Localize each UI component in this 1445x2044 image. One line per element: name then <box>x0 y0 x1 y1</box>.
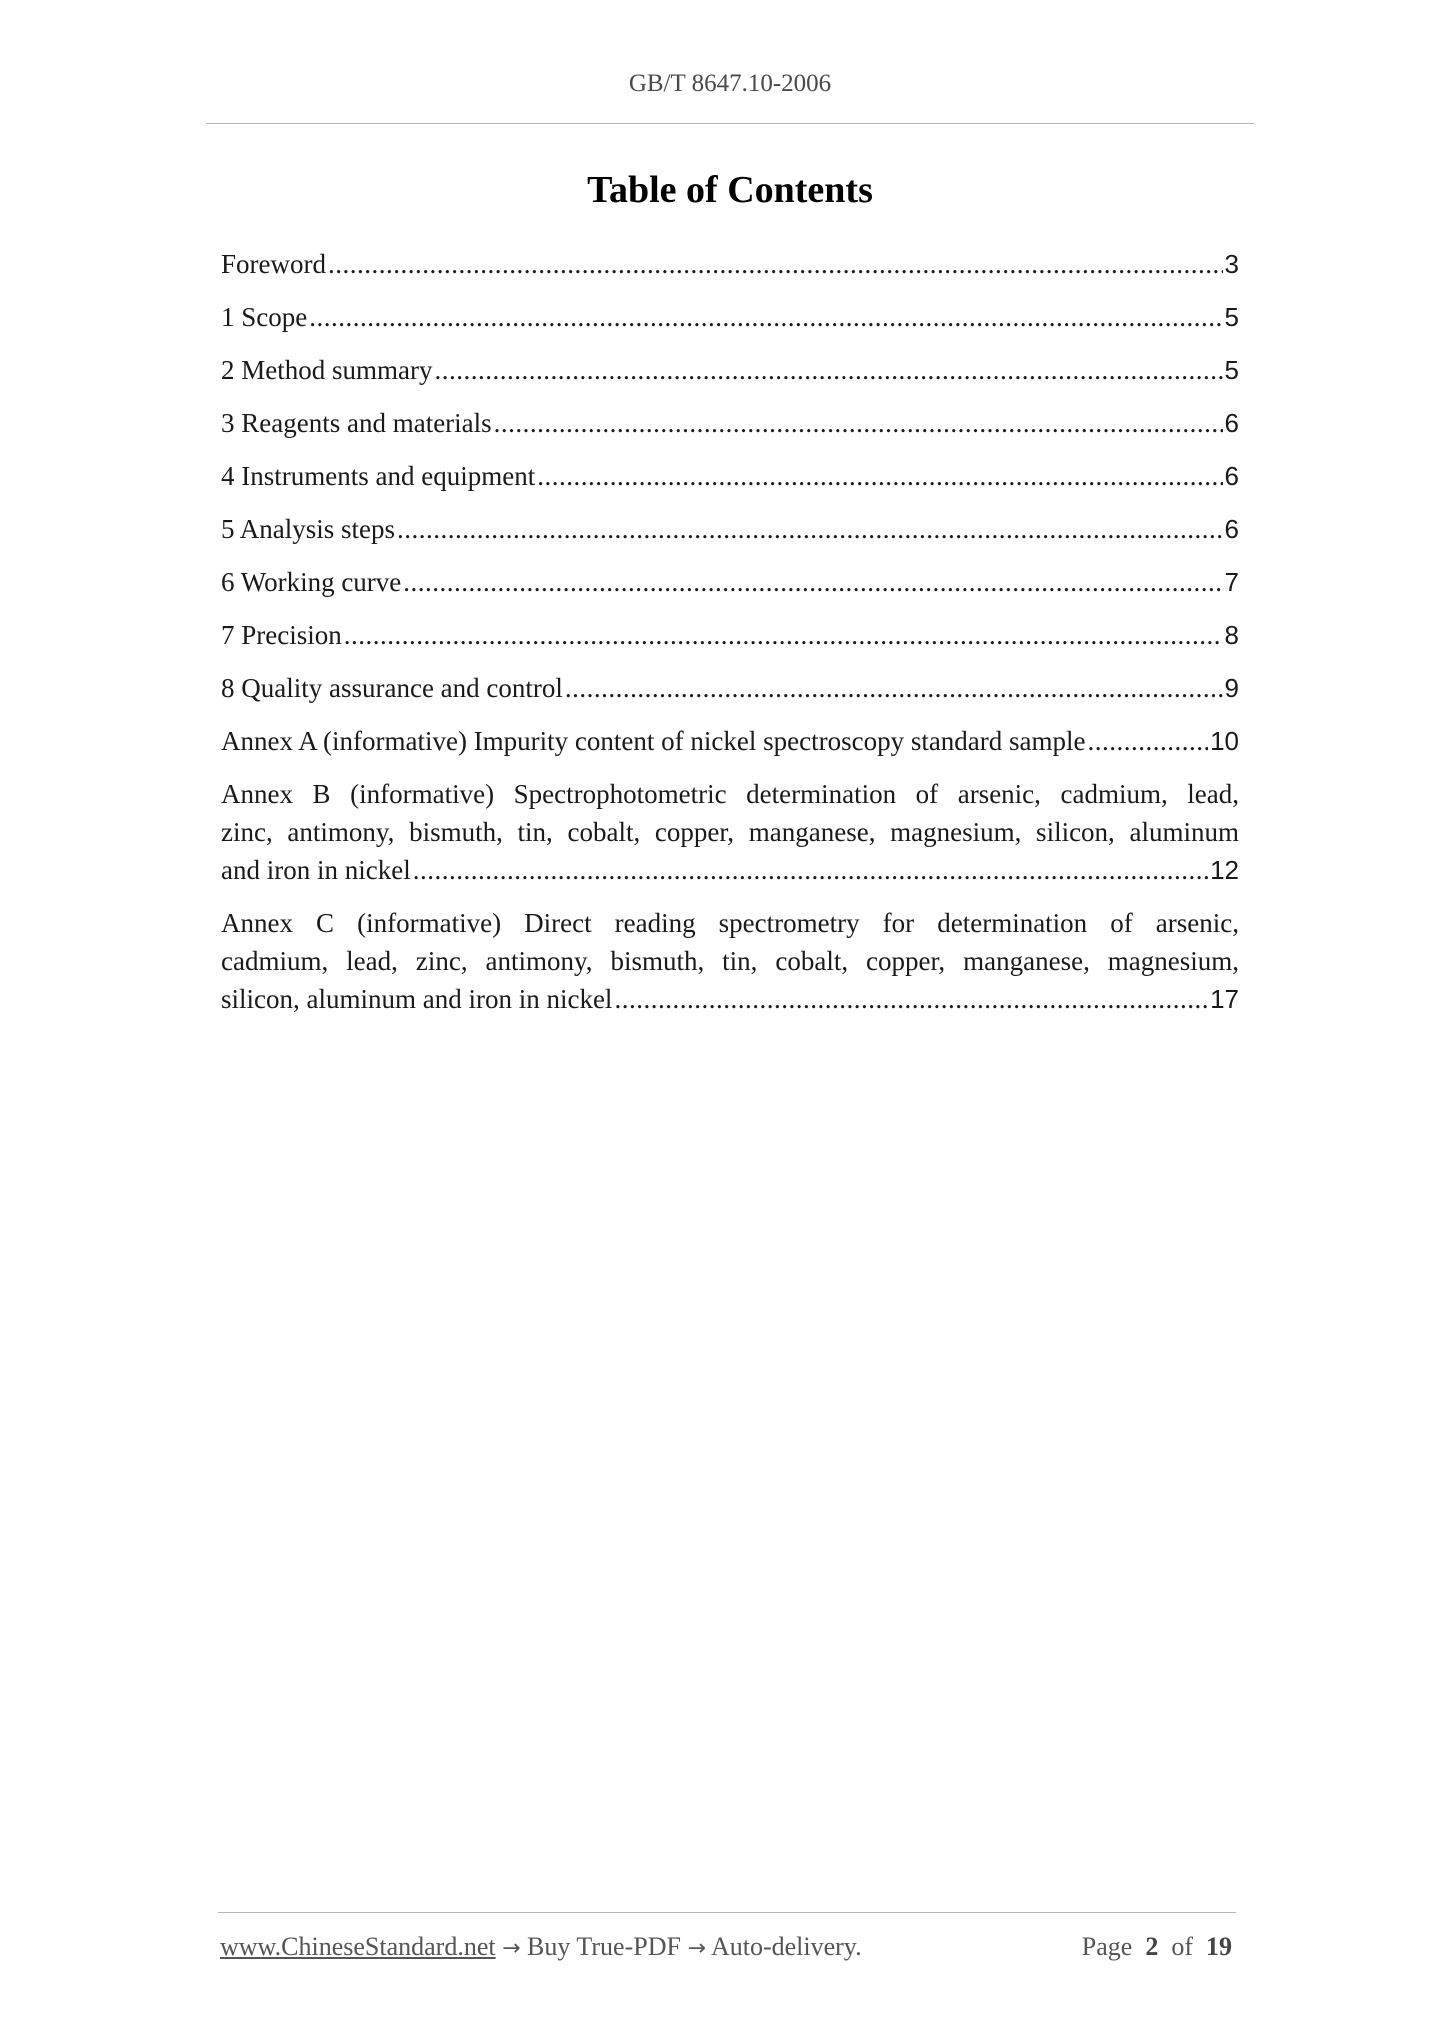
toc-entry-line: and iron in nickel <box>221 855 411 885</box>
current-page-number: 2 <box>1145 1932 1159 1961</box>
toc-entry-label: 4 Instruments and equipment <box>221 461 536 491</box>
toc-entry-reagents[interactable] <box>221 404 1239 442</box>
footer-divider <box>218 1912 1236 1913</box>
toc-entry-foreword[interactable] <box>221 245 1239 283</box>
toc-page-number: 10 <box>1210 726 1239 756</box>
toc-entry-label: 7 Precision <box>221 620 342 650</box>
arrow-right-icon: → <box>502 1936 521 1961</box>
page-indicator <box>1082 1932 1232 1962</box>
total-pages-number: 19 <box>1206 1932 1232 1961</box>
page-footer <box>220 1932 1232 1962</box>
arrow-right-icon: → <box>687 1936 706 1961</box>
dot-leader <box>397 510 1223 548</box>
toc-entry-label: 5 Analysis steps <box>221 514 396 544</box>
dot-leader <box>1088 722 1209 760</box>
toc-page-number: 17 <box>1210 984 1239 1014</box>
header-divider <box>206 123 1254 124</box>
toc-entry-label: 8 Quality assurance and control <box>221 673 563 703</box>
toc-entry-label: Foreword <box>221 249 326 279</box>
toc-entry-analysis-steps[interactable] <box>221 510 1239 548</box>
toc-entry-annex-a[interactable] <box>221 722 1239 760</box>
buy-text: Buy True-PDF <box>527 1932 681 1961</box>
toc-entry-quality-assurance[interactable] <box>221 669 1239 707</box>
website-link[interactable]: www.ChineseStandard.net <box>220 1932 496 1961</box>
page-title: Table of Contents <box>587 169 873 211</box>
dot-leader <box>344 616 1223 654</box>
table-of-contents <box>221 245 1239 1033</box>
toc-entry-instruments[interactable] <box>221 457 1239 495</box>
toc-page-number: 5 <box>1224 302 1239 332</box>
dot-leader <box>434 351 1222 389</box>
dot-leader <box>403 563 1222 601</box>
toc-entry-line: cadmium, lead, zinc, antimony, bismuth, tin, cobalt, copper, manganese, magnesium, <box>221 946 1239 976</box>
toc-page-number: 6 <box>1224 408 1239 438</box>
document-id-header: GB/T 8647.10-2006 <box>628 70 832 97</box>
toc-entry-label: 3 Reagents and materials <box>221 408 492 438</box>
dot-leader <box>614 980 1208 1018</box>
toc-page-number: 3 <box>1224 249 1239 279</box>
toc-page-number: 12 <box>1210 855 1239 885</box>
dot-leader <box>494 404 1223 442</box>
delivery-text: Auto-delivery. <box>710 1932 862 1961</box>
toc-page-number: 8 <box>1224 620 1239 650</box>
toc-entry-precision[interactable] <box>221 616 1239 654</box>
dot-leader <box>565 669 1223 707</box>
toc-entry-line: zinc, antimony, bismuth, tin, cobalt, copper, manganese, magnesium, silicon, aluminum <box>221 817 1239 847</box>
toc-page-number: 5 <box>1224 355 1239 385</box>
toc-page-number: 6 <box>1224 514 1239 544</box>
toc-page-number: 7 <box>1224 567 1239 597</box>
dot-leader <box>413 851 1208 889</box>
toc-entry-scope[interactable] <box>221 298 1239 336</box>
toc-entry-line: Annex B (informative) Spectrophotometric determination of arsenic, cadmium, lead, <box>221 779 1239 809</box>
toc-entry-label: Annex A (informative) Impurity content of nickel spectroscopy standard sample <box>221 726 1086 756</box>
toc-entry-annex-b[interactable] <box>221 775 1239 889</box>
page-word: Page <box>1081 1932 1133 1961</box>
toc-page-number: 6 <box>1224 461 1239 491</box>
toc-entry-working-curve[interactable] <box>221 563 1239 601</box>
dot-leader <box>537 457 1222 495</box>
toc-entry-line: silicon, aluminum and iron in nickel <box>221 984 613 1014</box>
dot-leader <box>328 245 1223 283</box>
toc-page-number: 9 <box>1224 673 1239 703</box>
toc-entry-label: 1 Scope <box>221 302 308 332</box>
dot-leader <box>309 298 1222 336</box>
of-word: of <box>1171 1932 1193 1961</box>
footer-promo <box>220 1932 862 1962</box>
toc-entry-annex-c[interactable] <box>221 904 1239 1018</box>
toc-entry-label: 6 Working curve <box>221 567 402 597</box>
toc-entry-line: Annex C (informative) Direct reading spectrometry for determination of arsenic, <box>221 908 1239 938</box>
toc-entry-method-summary[interactable] <box>221 351 1239 389</box>
toc-entry-label: 2 Method summary <box>221 355 433 385</box>
